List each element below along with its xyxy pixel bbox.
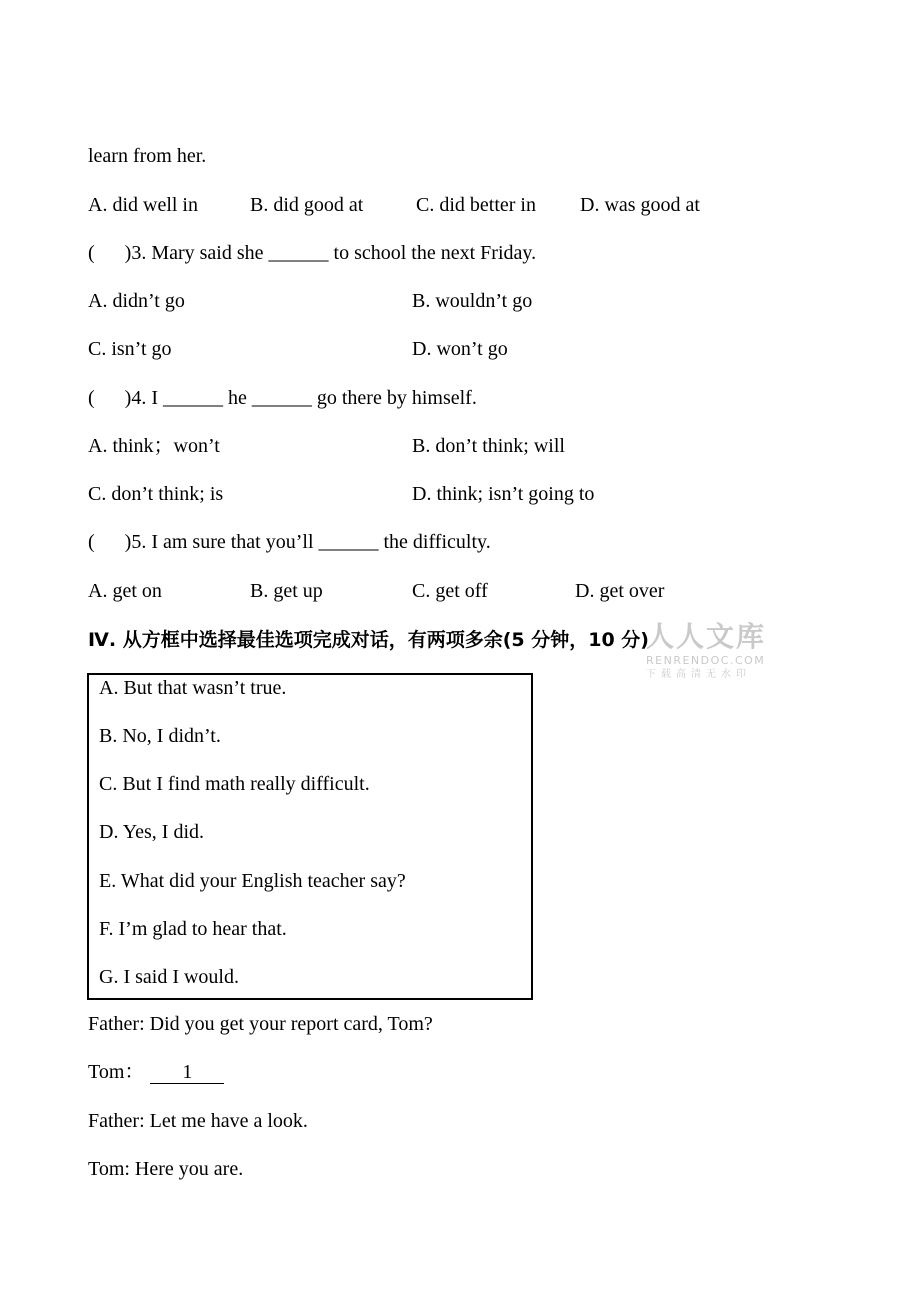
box-option-c: C. But I find math really difficult. [99, 773, 370, 795]
q4-option-b: B. don’t think; will [412, 435, 565, 457]
watermark-logo [646, 620, 776, 682]
q2-option-b: B. did good at [250, 194, 364, 216]
q5-option-d: D. get over [575, 580, 665, 602]
watermark-subtitle: 下载高清无水印 [646, 669, 751, 680]
q2-option-c: C. did better in [416, 194, 536, 216]
answer-blank-1[interactable]: 1 [150, 1061, 224, 1084]
q5-option-b: B. get up [250, 580, 323, 602]
box-option-b: B. No, I didn’t. [99, 725, 221, 747]
q2-stem-tail: learn from her. [88, 145, 207, 167]
dialogue-line-3: Father: Let me have a look. [88, 1110, 308, 1132]
watermark-url: RENRENDOC.COM [646, 654, 766, 667]
q4-option-a: A. think；won’t [88, 435, 220, 457]
dialogue-line-2 [88, 1059, 224, 1085]
q4-option-d: D. think; isn’t going to [412, 483, 595, 505]
q5-option-c: C. get off [412, 580, 488, 602]
q4-option-c: C. don’t think; is [88, 483, 224, 505]
q5-option-a: A. get on [88, 580, 162, 602]
options-box [87, 673, 533, 1000]
box-option-a: A. But that wasn’t true. [99, 677, 287, 699]
q3-option-d: D. won’t go [412, 338, 508, 360]
q3-option-b: B. wouldn’t go [412, 290, 533, 312]
box-option-f: F. I’m glad to hear that. [99, 918, 287, 940]
q3-option-c: C. isn’t go [88, 338, 172, 360]
watermark-title: 人人文库 [646, 620, 767, 653]
q4-stem: ( )4. I ______ he ______ go there by himself. [88, 387, 477, 409]
q5-stem: ( )5. I am sure that you’ll ______ the difficulty. [88, 531, 491, 553]
q3-option-a: A. didn’t go [88, 290, 185, 312]
box-option-e: E. What did your English teacher say? [99, 870, 406, 892]
dialogue-speaker-tom: Tom： [88, 1061, 145, 1083]
box-option-d: D. Yes, I did. [99, 821, 205, 843]
q2-option-d: D. was good at [580, 194, 700, 216]
q3-stem: ( )3. Mary said she ______ to school the next Friday. [88, 242, 537, 264]
dialogue-line-1: Father: Did you get your report card, Tom? [88, 1013, 433, 1035]
dialogue-line-4: Tom: Here you are. [88, 1158, 244, 1180]
section-4-heading: Ⅳ. 从方框中选择最佳选项完成对话，有两项多余(5 分钟，10 分) [88, 629, 649, 651]
box-option-g: G. I said I would. [99, 966, 239, 988]
q2-option-a: A. did well in [88, 194, 198, 216]
